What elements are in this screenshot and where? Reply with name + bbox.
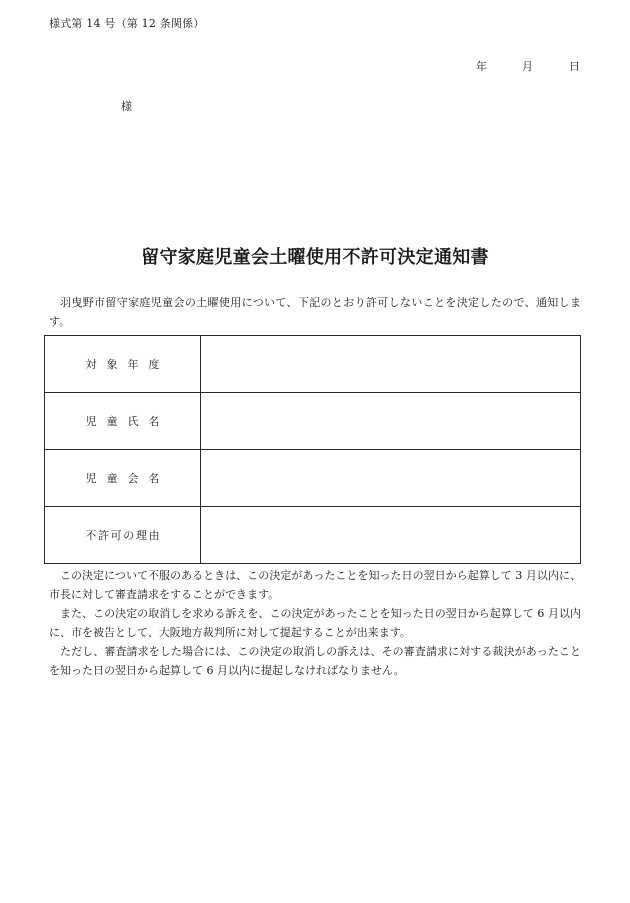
date-year-label: 年 (476, 60, 487, 73)
table-row (45, 450, 581, 507)
intro-text (49, 293, 581, 331)
child-name-value (201, 393, 581, 450)
note-proviso: ただし、審査請求をした場合には、この決定の取消しの訴えは、その審査請求に対する裁決があったことを知った日の翌日から起算して 6 月以内に提起しなければなりません。 (49, 645, 581, 677)
notes-section (49, 566, 581, 680)
date-month-label: 月 (522, 60, 533, 73)
date-day-label: 日 (569, 60, 580, 73)
table-row (45, 336, 581, 393)
row-label-fiscal-year (45, 336, 201, 393)
note-appeal: この決定について不服のあるときは、この決定があったことを知った日の翌日から起算して 3 月以内に、市長に対して審査請求をすることができます。 (49, 569, 581, 601)
child-name-label: 児童氏名 (85, 415, 170, 428)
addressee-suffix: 様 (121, 100, 132, 113)
fiscal-year-label: 対象年度 (85, 358, 170, 371)
table-row (45, 507, 581, 564)
details-table (44, 335, 581, 564)
club-name-label: 児童会名 (85, 472, 170, 485)
form-number: 様式第 14 号（第 12 条関係） (49, 17, 205, 30)
intro-paragraph: 羽曳野市留守家庭児童会の土曜使用について、下記のとおり許可しないことを決定したので、通知します。 (49, 296, 581, 328)
document-title: 留守家庭児童会土曜使用不許可決定通知書 (141, 247, 489, 268)
note-lawsuit: また、この決定の取消しを求める訴えを、この決定があったことを知った日の翌日から起算して 6 月以内に、市を被告として、大阪地方裁判所に対して提起することが出来ます。 (49, 607, 581, 639)
row-label-denial-reason (45, 507, 201, 564)
club-name-value (201, 450, 581, 507)
row-label-child-name (45, 393, 201, 450)
denial-reason-label: 不許可の理由 (85, 529, 162, 542)
row-label-club-name (45, 450, 201, 507)
denial-reason-value (201, 507, 581, 564)
fiscal-year-value (201, 336, 581, 393)
table-row (45, 393, 581, 450)
